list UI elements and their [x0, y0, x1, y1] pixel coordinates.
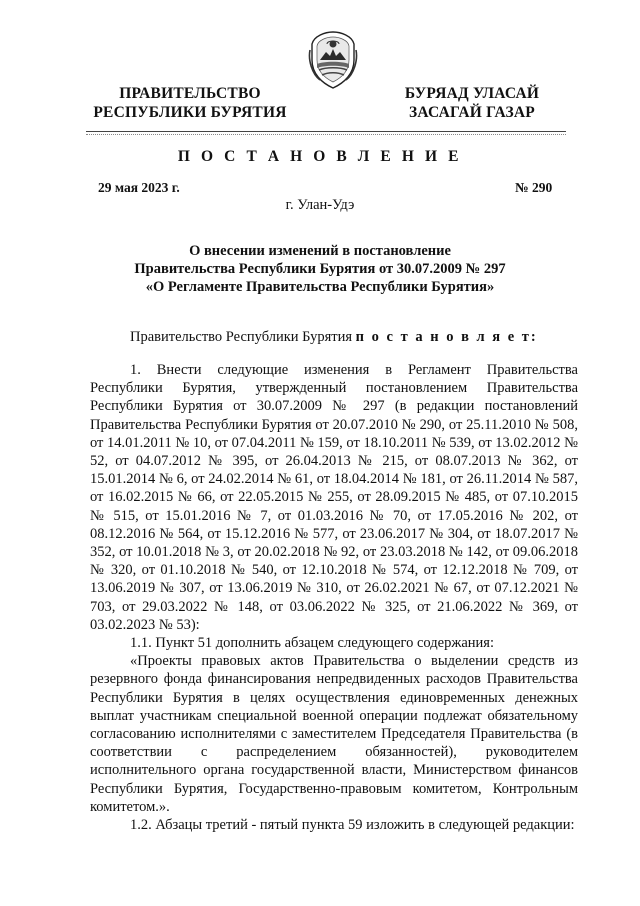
- document-type-title: П О С Т А Н О В Л Е Н И Е: [177, 148, 463, 165]
- document-body: [90, 361, 578, 834]
- header-right-line2: ЗАСАГАЙ ГАЗАР: [409, 104, 535, 121]
- paragraph-quote: «Проекты правовых актов Правительства о выделении средств из резервного фонда финансирования непредвиденных расходов Правительства Республики Бурятия в целях осуществления единовременных денежных выплат участникам специальной военной операции подлежат обязательному согласованию исполнителями с заместителем Председателя Правительства (в соответствии с распределением обязанностей), руководителем исполнительного органа государственной власти, Министерством финансов Республики Бурятия, Государственно-правовым комитетом, Контрольным комитетом.».: [90, 653, 578, 815]
- subject-line1: О внесении изменений в постановление: [189, 243, 451, 259]
- header-right-block: [372, 84, 572, 122]
- document-subject: [100, 242, 540, 296]
- document-city: г. Улан-Удэ: [285, 197, 355, 213]
- resolution-intro: [130, 329, 538, 346]
- subject-line2: Правительства Республики Бурятия от 30.07.2009 № 297: [134, 261, 506, 277]
- paragraph-1: 1. Внести следующие изменения в Регламент Правительства Республики Бурятия, утвержденный постановлением Правительства Республики Бурятия от 30.07.2009 № 297 (в редакции постановлений Правительства Республики Бурятия от 20.07.2010 № 290, от 25.11.2010 № 508, от 14.01.2011 № 10, от 07.04.2011 № 159, от 18.10.2011 № 539, от 13.02.2012 № 52, от 04.07.2012 № 395, от 26.04.2013 № 215, от 08.07.2013 № 362, от 15.01.2014 № 6, от 24.02.2014 № 61, от 18.04.2014 № 181, от 26.11.2014 № 587, от 16.02.2015 № 66, от 22.05.2015 № 255, от 28.09.2015 № 485, от 07.10.2015 № 515, от 15.01.2016 № 7, от 01.03.2016 № 70, от 17.05.2016 № 202, от 08.12.2016 № 564, от 15.12.2016 № 577, от 23.06.2017 № 304, от 18.07.2017 № 352, от 10.01.2018 № 3, от 20.02.2018 № 92, от 23.03.2018 № 142, от 09.06.2018 № 320, от 01.10.2018 № 540, от 12.10.2018 № 574, от 12.12.2018 № 709, от 13.06.2019 № 307, от 13.06.2019 № 310, от 26.02.2021 № 67, от 07.12.2021 № 703, от 29.03.2022 № 148, от 03.06.2022 № 325, от 21.06.2022 № 369, от 03.02.2023 № 53):: [90, 362, 578, 633]
- paragraph-1-1: 1.1. Пункт 51 дополнить абзацем следующего содержания:: [130, 635, 494, 652]
- document-date: 29 мая 2023 г.: [98, 180, 180, 195]
- header-left-line1: ПРАВИТЕЛЬСТВО: [119, 85, 261, 102]
- header-left-line2: РЕСПУБЛИКИ БУРЯТИЯ: [93, 104, 287, 121]
- header-divider: [86, 131, 566, 132]
- paragraph-1-2: 1.2. Абзацы третий - пятый пункта 59 изложить в следующей редакции:: [130, 817, 575, 834]
- intro-text: Правительство Республики Бурятия: [130, 329, 356, 345]
- header-left-block: [80, 84, 300, 122]
- intro-emphasis: п о с т а н о в л я е т:: [355, 329, 538, 345]
- coat-of-arms-emblem-icon: [308, 30, 358, 90]
- subject-line3: «О Регламенте Правительства Республики Бурятия»: [145, 279, 495, 295]
- header-divider-dotted: [86, 134, 566, 135]
- document-number: № 290: [515, 180, 553, 195]
- header-right-line1: БУРЯАД УЛАСАЙ: [404, 85, 540, 102]
